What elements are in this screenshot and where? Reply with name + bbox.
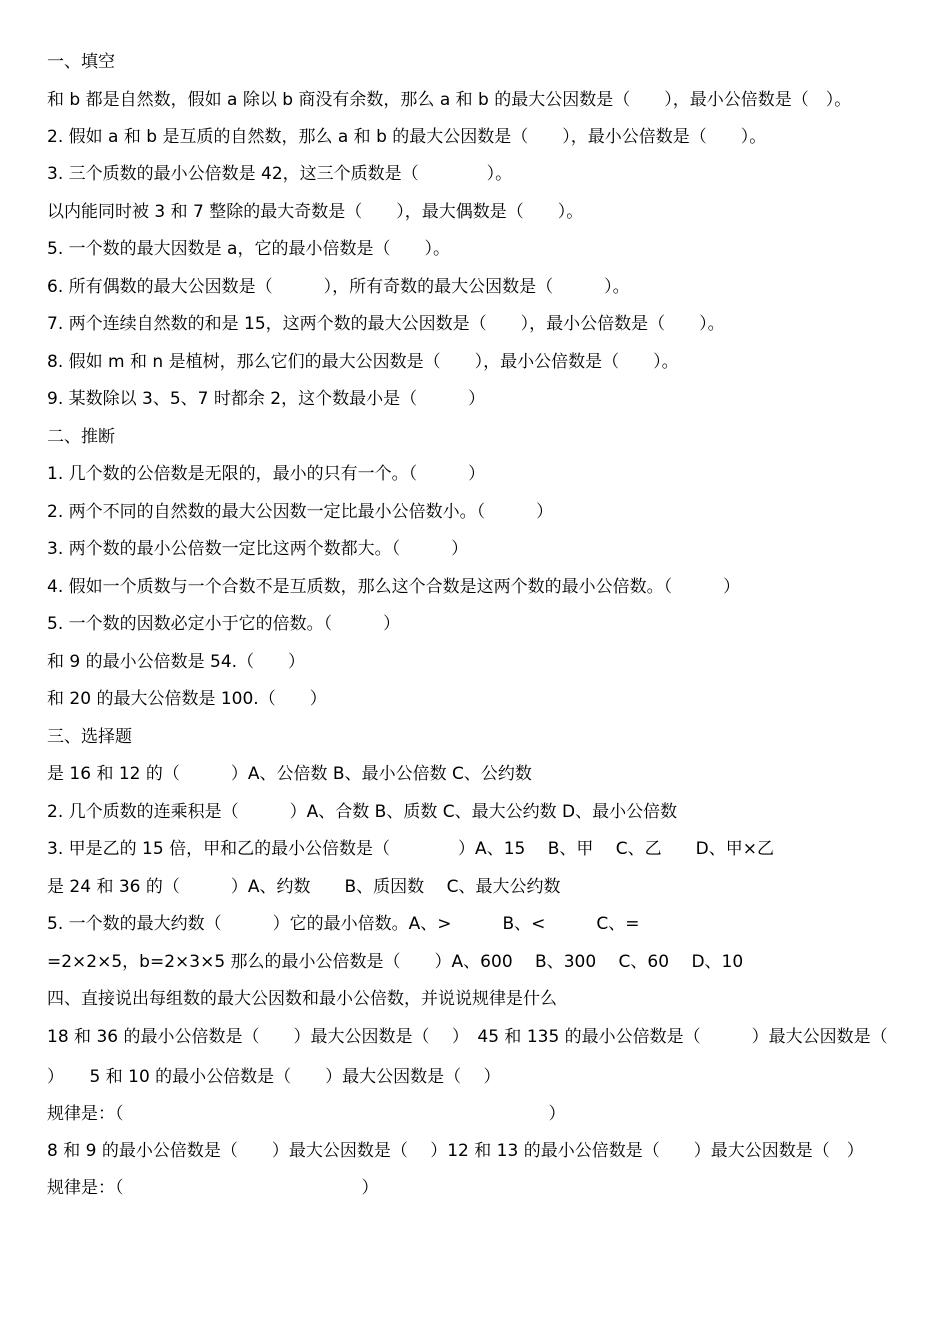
question-choice-6: =2×2×5，b=2×3×5 那么的最小公倍数是（ ）A、600 B、300 C、60 D、10 xyxy=(47,951,744,972)
question-judge-4: 4. 假如一个质数与一个合数不是互质数，那么这个合数是这两个数的最小公倍数。（ ） xyxy=(47,576,741,597)
section-heading-gcd-lcm: 四、直接说出每组数的最大公因数和最小公倍数，并说说规律是什么 xyxy=(47,989,557,1009)
question-judge-7: 和 20 的最大公倍数是 100.（ ） xyxy=(47,689,327,709)
question-gcd-lcm-group-2: 8 和 9 的最小公倍数是（ ）最大公因数是（ ）12 和 13 的最小公倍数是（ ）最大公因数是（ ） xyxy=(47,1141,864,1161)
question-choice-2: 2. 几个质数的连乘积是（ ）A、合数 B、质数 C、最大公约数 D、最小公倍数 xyxy=(47,801,678,822)
question-fill-6: 6. 所有偶数的最大公因数是（ ），所有奇数的最大公因数是（ ）。 xyxy=(47,276,630,297)
question-judge-6: 和 9 的最小公倍数是 54.（ ） xyxy=(47,651,306,672)
question-fill-1: 和 b 都是自然数，假如 a 除以 b 商没有余数，那么 a 和 b 的最大公因数是（ ），最小公倍数是（ ）。 xyxy=(47,89,852,110)
question-fill-8: 8. 假如 m 和 n 是植树，那么它们的最大公因数是（ ），最小公倍数是（ ）。 xyxy=(47,351,679,372)
question-choice-4: 是 24 和 36 的（ ）A、约数 B、质因数 C、最大公约数 xyxy=(47,876,561,897)
question-judge-2: 2. 两个不同的自然数的最大公因数一定比最小公倍数小。（ ） xyxy=(47,501,554,522)
question-gcd-lcm-group-1: 18 和 36 的最小公倍数是（ ）最大公因数是（ ） 45 和 135 的最小公倍数是（ ）最大公因数是（ ） 5 和 10 的最小公倍数是（ ）最大公因数是（ ） xyxy=(47,1026,911,1087)
question-fill-7: 7. 两个连续自然数的和是 15，这两个数的最大公因数是（ ），最小公倍数是（ ）。 xyxy=(47,314,725,334)
rule-answer-2: 规律是：（ ） xyxy=(47,1178,379,1198)
question-judge-3: 3. 两个数的最小公倍数一定比这两个数都大。（ ） xyxy=(47,539,469,559)
section-heading-choice: 三、选择题 xyxy=(47,726,132,747)
section-heading-judge: 二、推断 xyxy=(47,426,115,447)
question-choice-1: 是 16 和 12 的（ ）A、公倍数 B、最小公倍数 C、公约数 xyxy=(47,764,532,784)
question-judge-1: 1. 几个数的公倍数是无限的，最小的只有一个。（ ） xyxy=(47,464,486,484)
question-fill-2: 2. 假如 a 和 b 是互质的自然数，那么 a 和 b 的最大公因数是（ ），最小公倍数是（ ）。 xyxy=(47,126,767,147)
question-fill-9: 9. 某数除以 3、5、7 时都余 2，这个数最小是（ ） xyxy=(47,389,486,409)
question-fill-3: 3. 三个质数的最小公倍数是 42，这三个质数是（ ）。 xyxy=(47,164,513,184)
section-heading-fill-blank: 一、填空 xyxy=(47,52,115,72)
question-choice-5: 5. 一个数的最大约数（ ）它的最小倍数。A、> B、< C、= xyxy=(47,914,640,934)
question-fill-4: 以内能同时被 3 和 7 整除的最大奇数是（ ），最大偶数是（ ）。 xyxy=(47,201,584,222)
question-judge-5: 5. 一个数的因数必定小于它的倍数。（ ） xyxy=(47,614,401,634)
rule-answer-1: 规律是：（ ） xyxy=(47,1103,566,1124)
question-fill-5: 5. 一个数的最大因数是 a，它的最小倍数是（ ）。 xyxy=(47,239,450,259)
question-choice-3: 3. 甲是乙的 15 倍，甲和乙的最小公倍数是（ ）A、15 B、甲 C、乙 D、甲×乙 xyxy=(47,839,774,859)
